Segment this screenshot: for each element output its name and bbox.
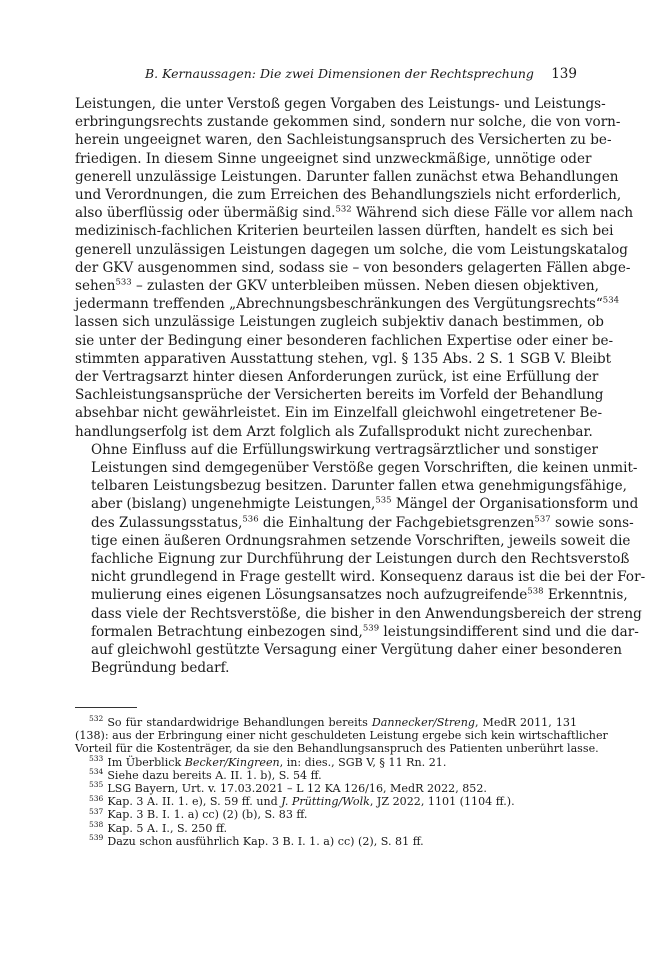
footnote-539 [75, 835, 577, 848]
footnote-text: Siehe dazu bereits A. II. 1. b), S. 54 ff. [107, 768, 322, 782]
text-line: friedigen. In diesem Sinne ungeeignet sind unzweckmäßige, unnötige oder [75, 150, 592, 167]
text-line: medizinisch-fachlichen Kriterien beurteilen lassen dürften, handelt es sich bei [75, 223, 614, 240]
text-line: herein ungeeignet waren, den Sachleistungsanspruch des Versicherten zu be- [75, 132, 612, 149]
footnote-ref[interactable]: 539 [362, 623, 380, 634]
text-line [75, 514, 634, 532]
text-line [75, 586, 628, 604]
footnote-text: Kap. 3 A. II. 1. e), S. 59 ff. und [107, 795, 282, 809]
footnote-number: 536 [89, 793, 104, 803]
footnote-534 [75, 769, 577, 782]
footnote-532 [75, 716, 577, 729]
text-line: dass viele der Rechtsverstöße, die bisher in den Anwendungsbereich der streng [91, 605, 642, 622]
text-line: fachliche Eignung zur Durchführung der Leistungen durch den Rechtsverstoß [91, 551, 630, 568]
text-line: lassen sich unzulässige Leistungen zugleich subjektiv danach bestimmen, ob [75, 314, 604, 331]
body-text [75, 95, 646, 678]
footnote-text: , in: dies., SGB V, § 11 Rn. 21. [279, 755, 447, 769]
text-span: formalen Betrachtung einbezogen sind, [91, 623, 363, 640]
text-line: generell unzulässige Leistungen. Darunter fallen zunächst etwa Behandlungen [75, 168, 619, 185]
text-line: Leistungen, die unter Verstoß gegen Vorgaben des Leistungs- und Leistungs- [75, 96, 606, 112]
text-span: sehen [75, 278, 116, 295]
footnote-ref[interactable]: 537 [534, 514, 551, 525]
text-line [75, 295, 620, 313]
text-span: Während sich diese Fälle vor allem nach [351, 205, 634, 222]
footnote-text: , JZ 2022, 1101 (1104 ff.). [369, 795, 515, 809]
text-line: auf gleichwohl gestützte Versagung einer Vergütung daher einer besonderen [91, 642, 622, 659]
footnote-text: Dazu schon ausführlich Kap. 3 B. I. 1. a) cc) (2), S. 81 ff. [107, 834, 424, 848]
footnotes [75, 714, 608, 848]
footnote-ref[interactable]: 535 [375, 495, 392, 506]
footnote-ref[interactable]: 536 [242, 514, 259, 525]
text-span: aber (bislang) ungenehmigte Leistungen, [91, 496, 376, 513]
footnote-text: So für standardwidrige Behandlungen bereits [107, 716, 372, 729]
text-span: des Zulassungsstatus, [91, 514, 243, 531]
footnote-continuation: (138): aus der Erbringung einer nicht geschuldeten Leistung ergebe sich kein wirtschaftlicher [75, 729, 608, 743]
text-line: erbringungsrechts zustande gekommen sind, sondern nur solche, die von vorn- [75, 114, 621, 131]
running-head: B. Kernaussagen: Die zwei Dimensionen der Rechtsprechung [145, 66, 534, 81]
text-line: handlungserfolg ist dem Arzt folglich als Zufallsprodukt nicht zurechenbar. [75, 423, 593, 440]
page-number: 139 [551, 66, 577, 82]
footnote-533 [75, 753, 577, 769]
text-line: der GKV ausgenommen sind, sodass sie – von besonders gelagerten Fällen abge- [75, 259, 631, 276]
text-line [75, 495, 639, 513]
footnote-538 [75, 819, 577, 835]
footnote-ref[interactable]: 533 [115, 277, 132, 288]
footnote-text: LSG Bayern, Urt. v. 17.03.2021 – L 12 KA 126/16, MedR 2022, 852. [107, 782, 487, 796]
footnote-ref[interactable]: 538 [527, 586, 544, 597]
footnote-number: 538 [89, 819, 104, 829]
footnote-number: 532 [89, 714, 104, 724]
text-span: mulierung eines eigenen Lösungsansatzes noch aufzugreifende [91, 587, 528, 604]
text-line: Begründung bedarf. [91, 660, 230, 677]
author-name: Becker/Kingreen [184, 755, 280, 769]
text-span: Erkenntnis, [543, 587, 628, 604]
footnote-text: , MedR 2011, 131 [474, 716, 578, 729]
text-span: leistungsindifferent sind und die dar- [379, 623, 639, 640]
text-line [75, 623, 639, 641]
text-line: Sachleistungsansprüche der Versicherten bereits im Vorfeld der Behandlung [75, 387, 604, 404]
text-span: also überflüssig oder übermäßig sind. [75, 205, 336, 222]
text-line: Ohne Einfluss auf die Erfüllungswirkung vertragsärztlicher und sonstiger [91, 441, 598, 458]
text-line: tige einen äußeren Ordnungsrahmen setzende Vorschriften, jeweils soweit die [91, 532, 631, 549]
text-line: stimmten apparativen Ausstattung stehen, vgl. § 135 Abs. 2 S. 1 SGB V. Bleibt [75, 350, 612, 367]
text-span: Mängel der Organisationsform und [391, 496, 639, 513]
footnote-number: 534 [89, 767, 104, 777]
author-name: J. Prütting/Wolk [281, 795, 370, 809]
text-line [75, 277, 599, 295]
footnote-divider [75, 707, 137, 708]
footnote-number: 533 [89, 753, 104, 763]
text-span: sowie sons- [550, 514, 634, 531]
text-line: Leistungen sind demgegenüber Verstöße gegen Vorschriften, die keinen unmit- [91, 460, 638, 477]
footnote-text: Kap. 3 B. I. 1. a) cc) (2) (b), S. 83 ff. [107, 808, 308, 822]
text-span: jedermann treffenden „Abrechnungsbeschränkungen des Vergütungsrechts“ [75, 296, 603, 313]
text-line: absehbar nicht gewährleistet. Ein im Einzelfall gleichwohl eingetretener Be- [75, 405, 603, 422]
footnote-number: 537 [89, 806, 104, 816]
text-line: telbaren Leistungsbezug besitzen. Darunter fallen etwa genehmigungsfähige, [91, 478, 627, 495]
footnote-number: 539 [89, 833, 104, 843]
footnote-continuation: Vorteil für die Kostenträger, da sie den Behandlungsanspruch des Patienten unberührt lasse. [75, 742, 599, 756]
footnote-536 [75, 795, 577, 808]
text-line: sie unter der Bedingung einer besonderen fachlichen Expertise oder einer be- [75, 332, 614, 349]
text-span: die Einhaltung der Fachgebietsgrenzen [258, 514, 535, 531]
footnote-text: Kap. 5 A. I., S. 250 ff. [107, 821, 227, 835]
paragraph [75, 441, 646, 678]
paragraph [75, 95, 634, 441]
footnote-537 [75, 808, 577, 821]
text-line: und Verordnungen, die zum Erreichen des Behandlungsziels nicht erforderlich, [75, 187, 622, 204]
footnote-535 [75, 782, 577, 795]
footnote-number: 535 [89, 780, 104, 790]
footnote-ref[interactable]: 532 [335, 204, 352, 215]
text-line: generell unzulässigen Leistungen dagegen um solche, die vom Leistungskatalog [75, 241, 628, 258]
text-span: – zulasten der GKV unterbleiben müssen. Neben diesen objektiven, [131, 278, 599, 295]
text-line [75, 204, 634, 222]
text-line: nicht grundlegend in Frage gestellt wird. Konsequenz daraus ist die bei der For- [91, 569, 646, 586]
text-line: der Vertragsarzt hinter diesen Anforderungen zurück, ist eine Erfüllung der [75, 369, 599, 386]
footnote-ref[interactable]: 534 [602, 295, 620, 306]
author-name: Dannecker/Streng [371, 716, 475, 729]
footnote-text: Im Überblick [107, 755, 185, 769]
